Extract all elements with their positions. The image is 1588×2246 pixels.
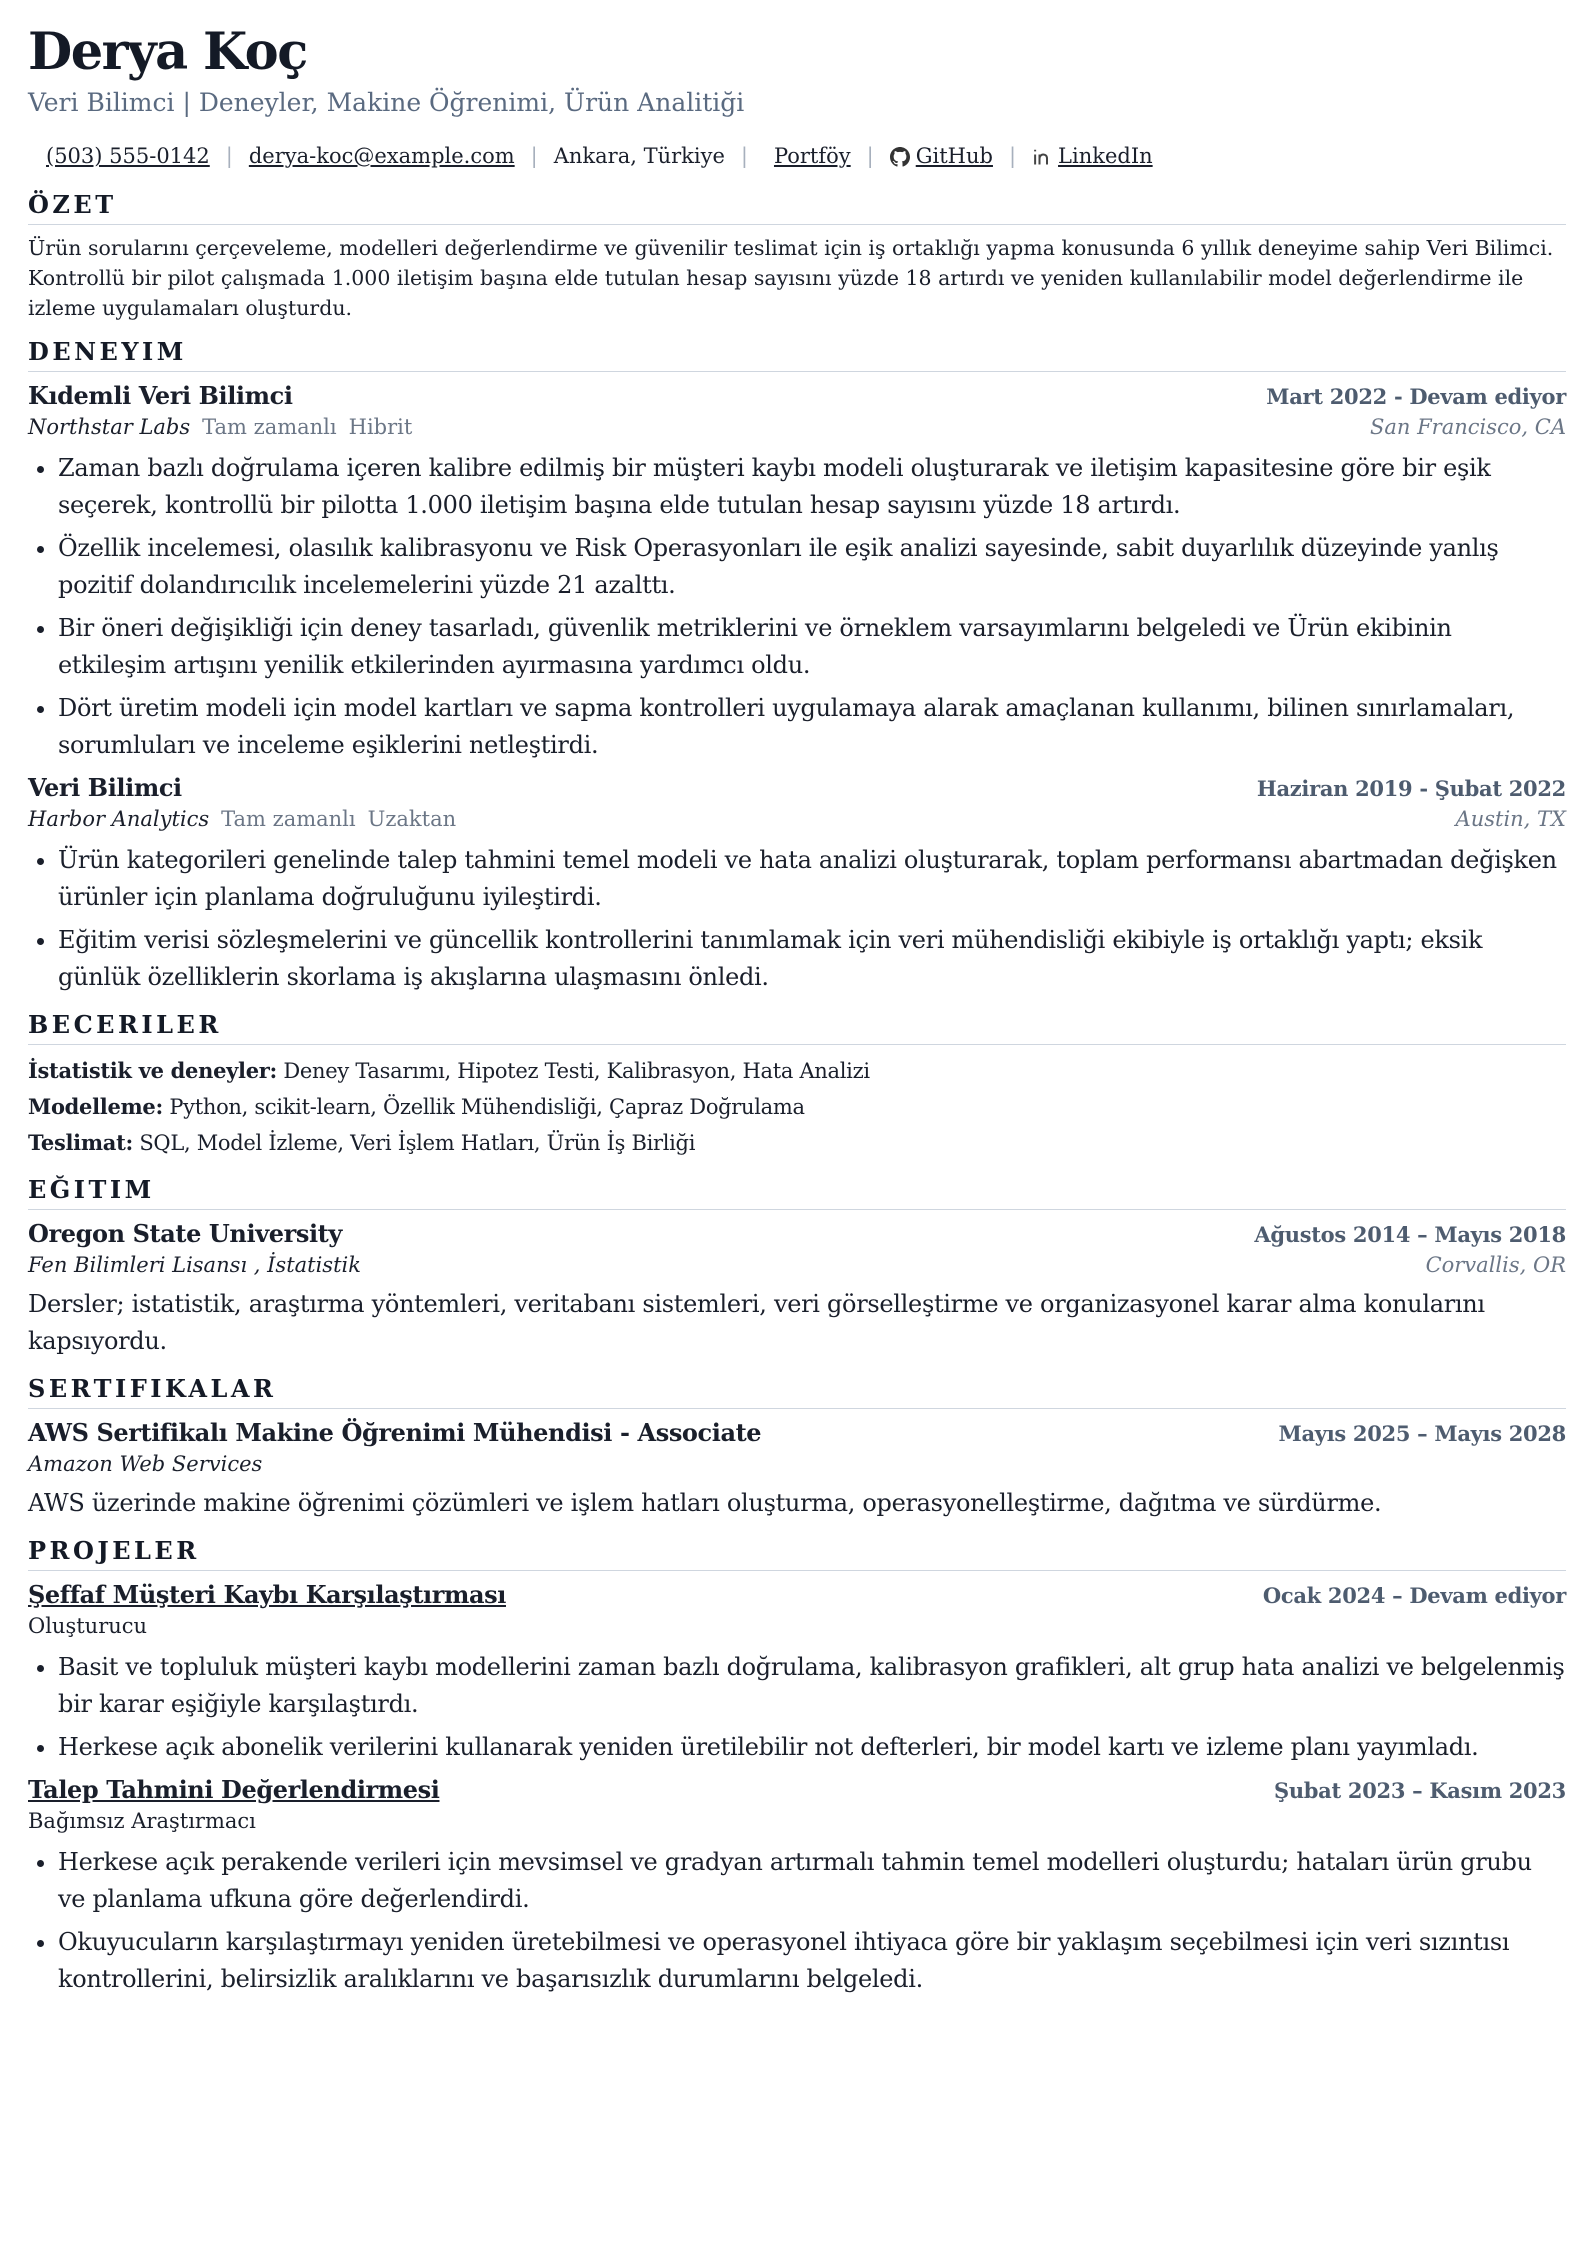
separator: |	[225, 144, 233, 168]
bullet-item: • Eğitim verisi sözleşmelerini ve güncellik kontrollerini tanımlamak için veri mühendisliği ekibiyle iş ortaklığı yaptı; eksik günlük özelliklerin skorlama iş akışlarına ulaşmasını önledi.	[58, 922, 1566, 996]
project-role: Oluşturucu	[28, 1614, 148, 1638]
job-entry	[28, 380, 1566, 764]
certification-issuer: Amazon Web Services	[28, 1452, 263, 1476]
portfolio-link[interactable]: Portföy	[773, 144, 851, 168]
company-name: Harbor Analytics	[28, 807, 210, 831]
experience-heading: DENEYIM	[28, 337, 1566, 372]
skill-row	[28, 1125, 1566, 1161]
job-date: Mart 2022 - Devam ediyor	[1266, 384, 1566, 409]
job-title: Kıdemli Veri Bilimci	[28, 381, 293, 410]
skills-heading: BECERILER	[28, 1010, 1566, 1045]
skill-value: Python, scikit-learn, Özellik Mühendisliği, Çapraz Doğrulama	[162, 1095, 805, 1119]
bullet-item: • Dört üretim modeli için model kartları ve sapma kontrolleri uygulamaya alarak amaçlanan kullanımı, bilinen sınırlamaları, sorumluları ve inceleme eşiklerini netleştirdi.	[58, 690, 1566, 764]
separator: |	[740, 144, 748, 168]
job-title: Veri Bilimci	[28, 773, 182, 802]
project-entry	[28, 1774, 1566, 1998]
certification-description: AWS üzerinde makine öğrenimi çözümleri ve işlem hatları oluşturma, operasyonelleştirme, dağıtma ve sürdürme.	[28, 1489, 1382, 1517]
headline: Veri Bilimci | Deneyler, Makine Öğrenimi, Ürün Analitiği	[28, 88, 745, 117]
contact-bar	[46, 142, 1566, 170]
certification-entry	[28, 1417, 1566, 1522]
work-mode: Hibrit	[348, 415, 413, 439]
job-bullets	[28, 450, 1566, 764]
job-date: Haziran 2019 - Şubat 2022	[1256, 776, 1566, 801]
skill-label: Teslimat:	[28, 1130, 133, 1155]
company-name: Northstar Labs	[28, 415, 191, 439]
bullet-item: • Herkese açık perakende verileri için mevsimsel ve gradyan artırmalı tahmin temel modelleri oluşturdu; hataları ürün grubu ve planlama ufkuna göre değerlendirdi.	[58, 1844, 1566, 1918]
bullet-item: • Ürün kategorileri genelinde talep tahmini temel modeli ve hata analizi oluşturarak, toplam performansı abartmadan değişken ürünler için planlama doğruluğunu iyileştirdi.	[58, 842, 1566, 916]
school-location: Corvallis, OR	[1425, 1253, 1566, 1277]
project-title-link[interactable]: Şeffaf Müşteri Kaybı Karşılaştırması	[28, 1580, 506, 1609]
skill-label: İstatistik ve deneyler:	[28, 1058, 277, 1083]
project-bullets	[28, 1649, 1566, 1766]
linkedin-link[interactable]: LinkedIn	[1058, 144, 1153, 168]
github-icon	[890, 146, 910, 166]
project-title-link[interactable]: Talep Tahmini Değerlendirmesi	[28, 1775, 440, 1804]
bullet-item: • Zaman bazlı doğrulama içeren kalibre edilmiş bir müşteri kaybı modeli oluşturarak ve iletişim kapasitesine göre bir eşik seçerek, kontrollü bir pilotta 1.000 iletişim başına elde tutulan hesap sayısını yüzde 18 artırdı.	[58, 450, 1566, 524]
education-heading: EĞITIM	[28, 1175, 1566, 1210]
summary-text: Ürün sorularını çerçeveleme, modelleri değerlendirme ve güvenilir teslimat için iş ortaklığı yapma konusunda 6 yıllık deneyime sahip Veri Bilimci. Kontrollü bir pilot çalışmada 1.000 iletişim başına elde tutulan hesap sayısını yüzde 18 artırdı ve yeniden kullanılabilir model değerlendirme ile izleme uygulamaları oluşturdu.	[28, 236, 1554, 320]
bullet-item: • Basit ve topluluk müşteri kaybı modellerini zaman bazlı doğrulama, kalibrasyon grafikleri, alt grup hata analizi ve belgelenmiş bir karar eşiğiyle karşılaştırdı.	[58, 1649, 1566, 1723]
school-name: Oregon State University	[28, 1219, 342, 1248]
education-description: Dersler; istatistik, araştırma yöntemleri, veritabanı sistemleri, veri görselleştirme ve organizasyonel karar alma konularını kapsıyordu.	[28, 1290, 1485, 1355]
skill-value: Deney Tasarımı, Hipotez Testi, Kalibrasyon, Hata Analizi	[277, 1059, 870, 1083]
bullet-item: • Özellik incelemesi, olasılık kalibrasyonu ve Risk Operasyonları ile eşik analizi sayesinde, sabit duyarlılık düzeyinde yanlış pozitif dolandırıcılık incelemelerini yüzde 21 azalttı.	[58, 530, 1566, 604]
skill-value: SQL, Model İzleme, Veri İşlem Hatları, Ürün İş Birliği	[132, 1131, 696, 1155]
bullet-item: • Okuyucuların karşılaştırmayı yeniden üretebilmesi ve operasyonel ihtiyaca göre bir yaklaşım seçebilmesi için veri sızıntısı kontrollerini, belirsizlik aralıklarını ve başarısızlık durumlarını belgeledi.	[58, 1924, 1566, 1998]
job-location: San Francisco, CA	[1369, 415, 1566, 439]
location-text: Ankara, Türkiye	[553, 144, 725, 168]
resume-page	[28, 20, 1566, 2006]
project-bullets	[28, 1844, 1566, 1998]
projects-heading: PROJELER	[28, 1536, 1566, 1571]
work-mode: Uzaktan	[367, 807, 457, 831]
separator: |	[530, 144, 538, 168]
employment-type: Tam zamanlı	[202, 415, 337, 439]
skill-label: Modelleme:	[28, 1094, 163, 1119]
separator: |	[866, 144, 874, 168]
certification-date: Mayıs 2025 – Mayıs 2028	[1278, 1421, 1566, 1446]
summary-heading: ÖZET	[28, 190, 1566, 225]
job-bullets	[28, 842, 1566, 996]
degree-name: Fen Bilimleri Lisansı , İstatistik	[28, 1253, 361, 1277]
job-entry	[28, 772, 1566, 996]
employment-type: Tam zamanlı	[221, 807, 356, 831]
job-location: Austin, TX	[1455, 807, 1566, 831]
education-entry	[28, 1218, 1566, 1360]
project-entry	[28, 1579, 1566, 1766]
certification-name: AWS Sertifikalı Makine Öğrenimi Mühendisi - Associate	[28, 1418, 762, 1447]
linkedin-icon	[1032, 146, 1052, 166]
certifications-heading: SERTIFIKALAR	[28, 1374, 1566, 1409]
bullet-item: • Bir öneri değişikliği için deney tasarladı, güvenlik metriklerini ve örneklem varsayımlarını belgeledi ve Ürün ekibinin etkileşim artışını yenilik etkilerinden ayırmasına yardımcı oldu.	[58, 610, 1566, 684]
education-date: Ağustos 2014 – Mayıs 2018	[1254, 1222, 1566, 1247]
skill-row	[28, 1089, 1566, 1125]
project-date: Şubat 2023 – Kasım 2023	[1273, 1778, 1566, 1803]
project-date: Ocak 2024 – Devam ediyor	[1262, 1583, 1566, 1608]
separator: |	[1008, 144, 1017, 168]
github-link[interactable]: GitHub	[915, 144, 993, 168]
phone-link[interactable]: (503) 555-0142	[46, 144, 210, 168]
email-link[interactable]: derya-koc@example.com	[248, 144, 515, 168]
bullet-item: • Herkese açık abonelik verilerini kullanarak yeniden üretilebilir not defterleri, bir model kartı ve izleme planı yayımladı.	[58, 1729, 1566, 1766]
skill-row	[28, 1053, 1566, 1089]
project-role: Bağımsız Araştırmacı	[28, 1809, 256, 1833]
candidate-name: Derya Koç	[28, 22, 307, 82]
